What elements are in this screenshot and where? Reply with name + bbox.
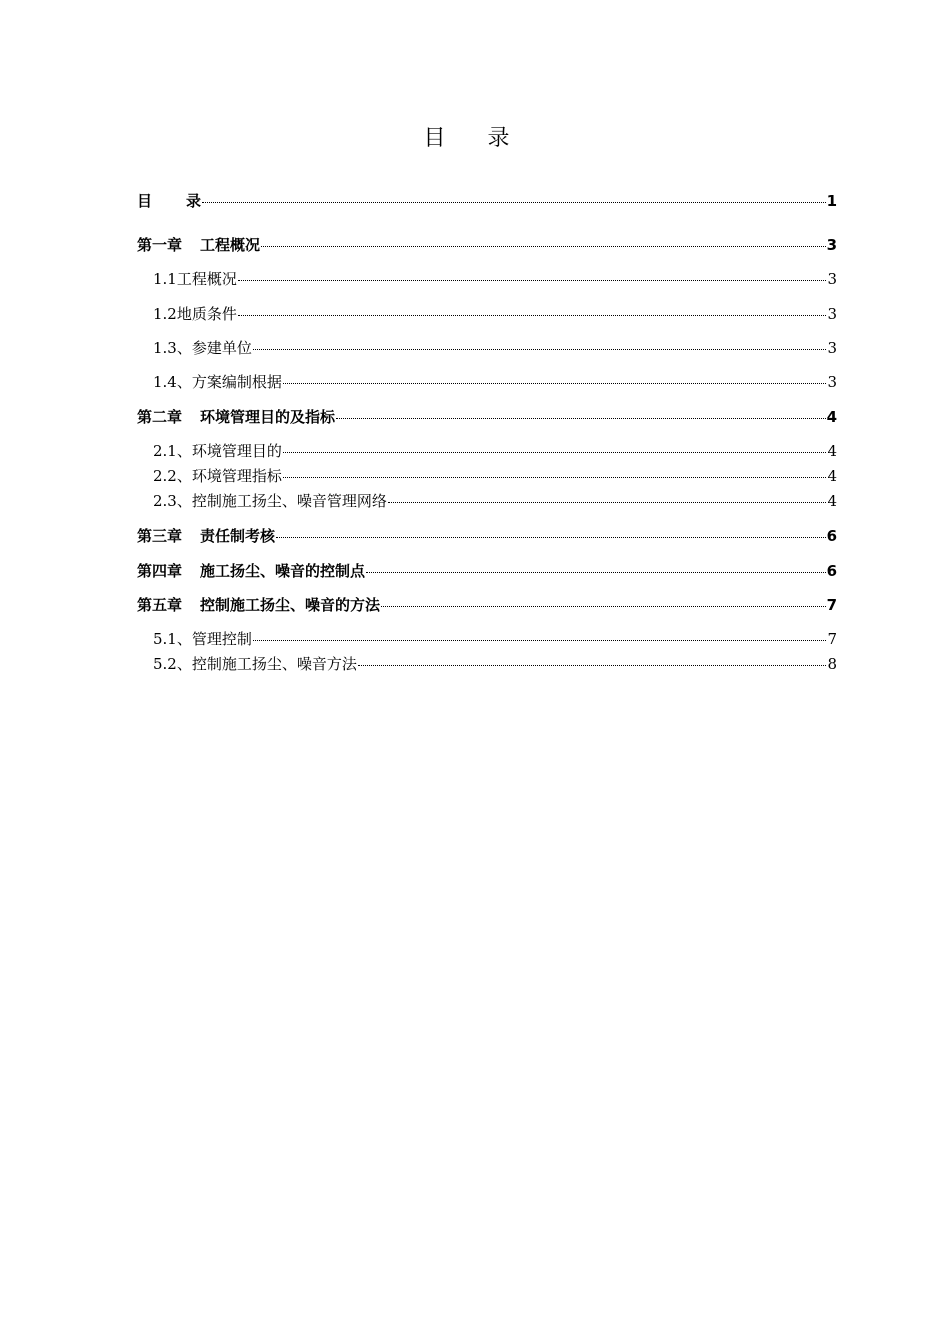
- dot-leader: [238, 280, 827, 281]
- toc-entry-section-5-2[interactable]: [153, 654, 837, 674]
- toc-title: 控制施工扬尘、噪音管理网络: [191, 492, 387, 510]
- dot-leader: [276, 537, 826, 538]
- toc-number: 2.2、: [153, 467, 192, 485]
- toc-number: 第一章: [137, 236, 183, 254]
- toc-number: 第二章: [137, 408, 183, 426]
- toc-page-number: 6: [826, 527, 837, 545]
- toc-number: 5.2、: [153, 655, 192, 673]
- toc-entry-chapter-1[interactable]: [137, 235, 837, 255]
- toc-number: 1.3、: [153, 339, 192, 357]
- title-char-2: 录: [487, 126, 552, 151]
- toc-page-number: 3: [827, 270, 837, 288]
- toc-entry-section-2-3[interactable]: [153, 491, 837, 511]
- toc-entry-section-1-3[interactable]: [153, 338, 837, 358]
- toc-number: 第四章: [137, 562, 183, 580]
- dot-leader: [283, 383, 827, 384]
- toc-title: 管理控制: [191, 630, 252, 648]
- toc-entry-contents[interactable]: [137, 191, 837, 211]
- toc-entry-chapter-4[interactable]: [137, 561, 837, 581]
- dot-leader: [336, 418, 826, 419]
- toc-number: 第三章: [137, 527, 183, 545]
- toc-entry-chapter-3[interactable]: [137, 526, 837, 546]
- toc-page-number: 7: [827, 630, 837, 648]
- toc-number: 5.1、: [153, 630, 192, 648]
- toc-page-number: 8: [827, 655, 837, 673]
- dot-leader: [283, 477, 827, 478]
- toc-title: 环境管理目的及指标: [200, 408, 336, 426]
- toc-entry-section-2-1[interactable]: [153, 441, 837, 461]
- toc-page-number: 4: [827, 467, 837, 485]
- toc-entry-section-1-1[interactable]: [153, 269, 837, 289]
- toc-page-number: 3: [827, 373, 837, 391]
- page-title: [0, 124, 950, 154]
- toc-number: 目: [137, 192, 153, 210]
- dot-leader: [366, 572, 826, 573]
- toc-page-number: 7: [826, 596, 837, 614]
- toc-number: 2.3、: [153, 492, 192, 510]
- toc-page-number: 4: [827, 442, 837, 460]
- toc-page-number: 4: [827, 492, 837, 510]
- toc-title: 责任制考核: [200, 527, 276, 545]
- toc-entry-section-1-2[interactable]: [153, 304, 837, 324]
- dot-leader: [253, 640, 827, 641]
- dot-leader: [238, 315, 827, 316]
- dot-leader: [358, 665, 827, 666]
- toc-entry-chapter-2[interactable]: [137, 407, 837, 427]
- toc-title: 参建单位: [191, 339, 252, 357]
- dot-leader: [388, 502, 827, 503]
- toc-number: 2.1、: [153, 442, 192, 460]
- toc-title: 工程概况: [200, 236, 261, 254]
- toc-title: 控制施工扬尘、噪音方法: [191, 655, 357, 673]
- dot-leader: [253, 349, 827, 350]
- toc-number: 1.1: [153, 270, 177, 288]
- toc-title: 环境管理目的: [191, 442, 282, 460]
- toc-page-number: 1: [826, 192, 837, 210]
- toc-title: 地质条件: [176, 305, 237, 323]
- toc-number: 第五章: [137, 596, 183, 614]
- toc-page-number: 3: [826, 236, 837, 254]
- toc-page-number: 4: [826, 408, 837, 426]
- dot-leader: [202, 202, 826, 203]
- toc-entry-section-1-4[interactable]: [153, 372, 837, 392]
- toc-page-number: 3: [827, 305, 837, 323]
- toc-entry-section-5-1[interactable]: [153, 629, 837, 649]
- toc-number: 1.4、: [153, 373, 192, 391]
- dot-leader: [381, 606, 826, 607]
- toc-title: 控制施工扬尘、噪音的方法: [200, 596, 381, 614]
- title-char-1: 目: [423, 126, 488, 151]
- toc-title: 施工扬尘、噪音的控制点: [200, 562, 366, 580]
- toc-title: 录: [186, 192, 202, 210]
- toc-title: 环境管理指标: [191, 467, 282, 485]
- toc-entry-chapter-5[interactable]: [137, 595, 837, 615]
- toc-page-number: 3: [827, 339, 837, 357]
- toc-title: 工程概况: [176, 270, 237, 288]
- toc-entry-section-2-2[interactable]: [153, 466, 837, 486]
- toc-number: 1.2: [153, 305, 177, 323]
- toc-title: 方案编制根据: [191, 373, 282, 391]
- dot-leader: [283, 452, 827, 453]
- dot-leader: [261, 246, 826, 247]
- toc-page-number: 6: [826, 562, 837, 580]
